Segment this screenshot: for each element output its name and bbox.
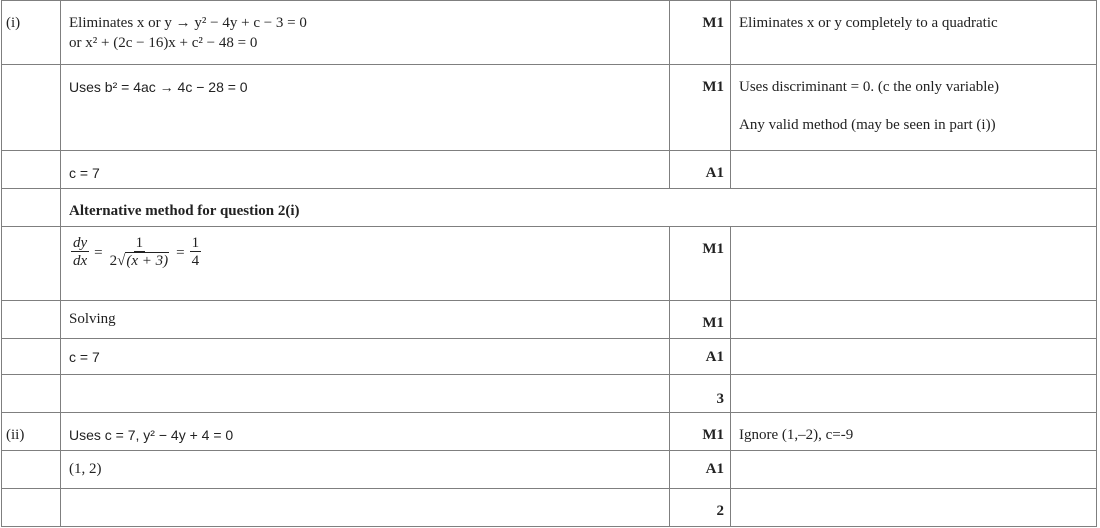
question-number <box>2 227 61 301</box>
table-row <box>2 189 1097 227</box>
working-line: Solving <box>69 311 116 327</box>
table-row <box>2 339 1097 375</box>
working-cell <box>61 413 670 451</box>
comment-cell <box>731 65 1097 151</box>
comment-cell <box>731 451 1097 489</box>
table-row <box>2 489 1097 527</box>
mark-cell: M1 <box>670 413 731 451</box>
working-line: Uses b² = 4ac → 4c − 28 = 0 <box>69 79 248 95</box>
working-line: Eliminates x or y → y² − 4y + c − 3 = 0 <box>69 15 307 31</box>
question-number: (i) <box>2 1 61 65</box>
mark-cell: A1 <box>670 151 731 189</box>
mark-cell: M1 <box>670 227 731 301</box>
fraction-root: $\frac{1}{2√(x + 3)}$ <box>109 235 169 269</box>
question-number <box>2 65 61 151</box>
comment-cell <box>731 227 1097 301</box>
comment-line: Any valid method (may be seen in part (i)) <box>739 117 996 133</box>
question-number <box>2 489 61 527</box>
comment-cell: Eliminates x or y completely to a quadratic <box>731 1 1097 65</box>
table-row <box>2 65 1097 151</box>
mark-cell: M1 <box>670 65 731 151</box>
comment-cell <box>731 301 1097 339</box>
table-row <box>2 451 1097 489</box>
working-line: or x² + (2c − 16)x + c² − 48 = 0 <box>69 35 258 51</box>
working-cell <box>61 151 670 189</box>
table-row <box>2 301 1097 339</box>
comment-line: Uses discriminant = 0. (c the only variable) <box>739 79 1000 95</box>
comment-cell <box>731 489 1097 527</box>
working-cell <box>61 451 670 489</box>
working-line: c = 7 <box>69 349 100 365</box>
alternative-method-heading: Alternative method for question 2(i) <box>61 189 1097 227</box>
question-number <box>2 301 61 339</box>
mark-cell: M1 <box>670 301 731 339</box>
comment-cell <box>731 151 1097 189</box>
comment-cell <box>731 375 1097 413</box>
question-number: (ii) <box>2 413 61 451</box>
working-cell <box>61 375 670 413</box>
question-number <box>2 451 61 489</box>
working-cell <box>61 489 670 527</box>
working-cell <box>61 339 670 375</box>
working-line: Uses c = 7, y² − 4y + 4 = 0 <box>69 427 234 443</box>
mark-scheme-table <box>1 0 1097 527</box>
total-mark-cell: 2 <box>670 489 731 527</box>
mark-cell: A1 <box>670 451 731 489</box>
question-number <box>2 375 61 413</box>
comment-cell <box>731 339 1097 375</box>
fraction-dy-dx: $\frac{dy}{dx}$ <box>73 235 88 269</box>
working-cell <box>61 1 670 65</box>
fraction-quarter: $\frac{1}{4}$ <box>191 235 200 269</box>
mark-cell: A1 <box>670 339 731 375</box>
working-cell <box>61 65 670 151</box>
question-number <box>2 339 61 375</box>
question-number <box>2 151 61 189</box>
table-row <box>2 413 1097 451</box>
table-row <box>2 151 1097 189</box>
mark-cell: M1 <box>670 1 731 65</box>
comment-cell: Ignore (1,–2), c=-9 <box>731 413 1097 451</box>
question-number <box>2 189 61 227</box>
working-line: c = 7 <box>69 165 100 181</box>
total-mark-cell: 3 <box>670 375 731 413</box>
table-row <box>2 227 1097 301</box>
working-cell <box>61 301 670 339</box>
working-cell: $\frac{dy}{dx}$ = $\frac{1}{2√(x + 3)}$ = $\frac{1}{4}$ <box>61 227 670 301</box>
working-line: (1, 2) <box>69 461 102 477</box>
table-row <box>2 1 1097 65</box>
table-row <box>2 375 1097 413</box>
